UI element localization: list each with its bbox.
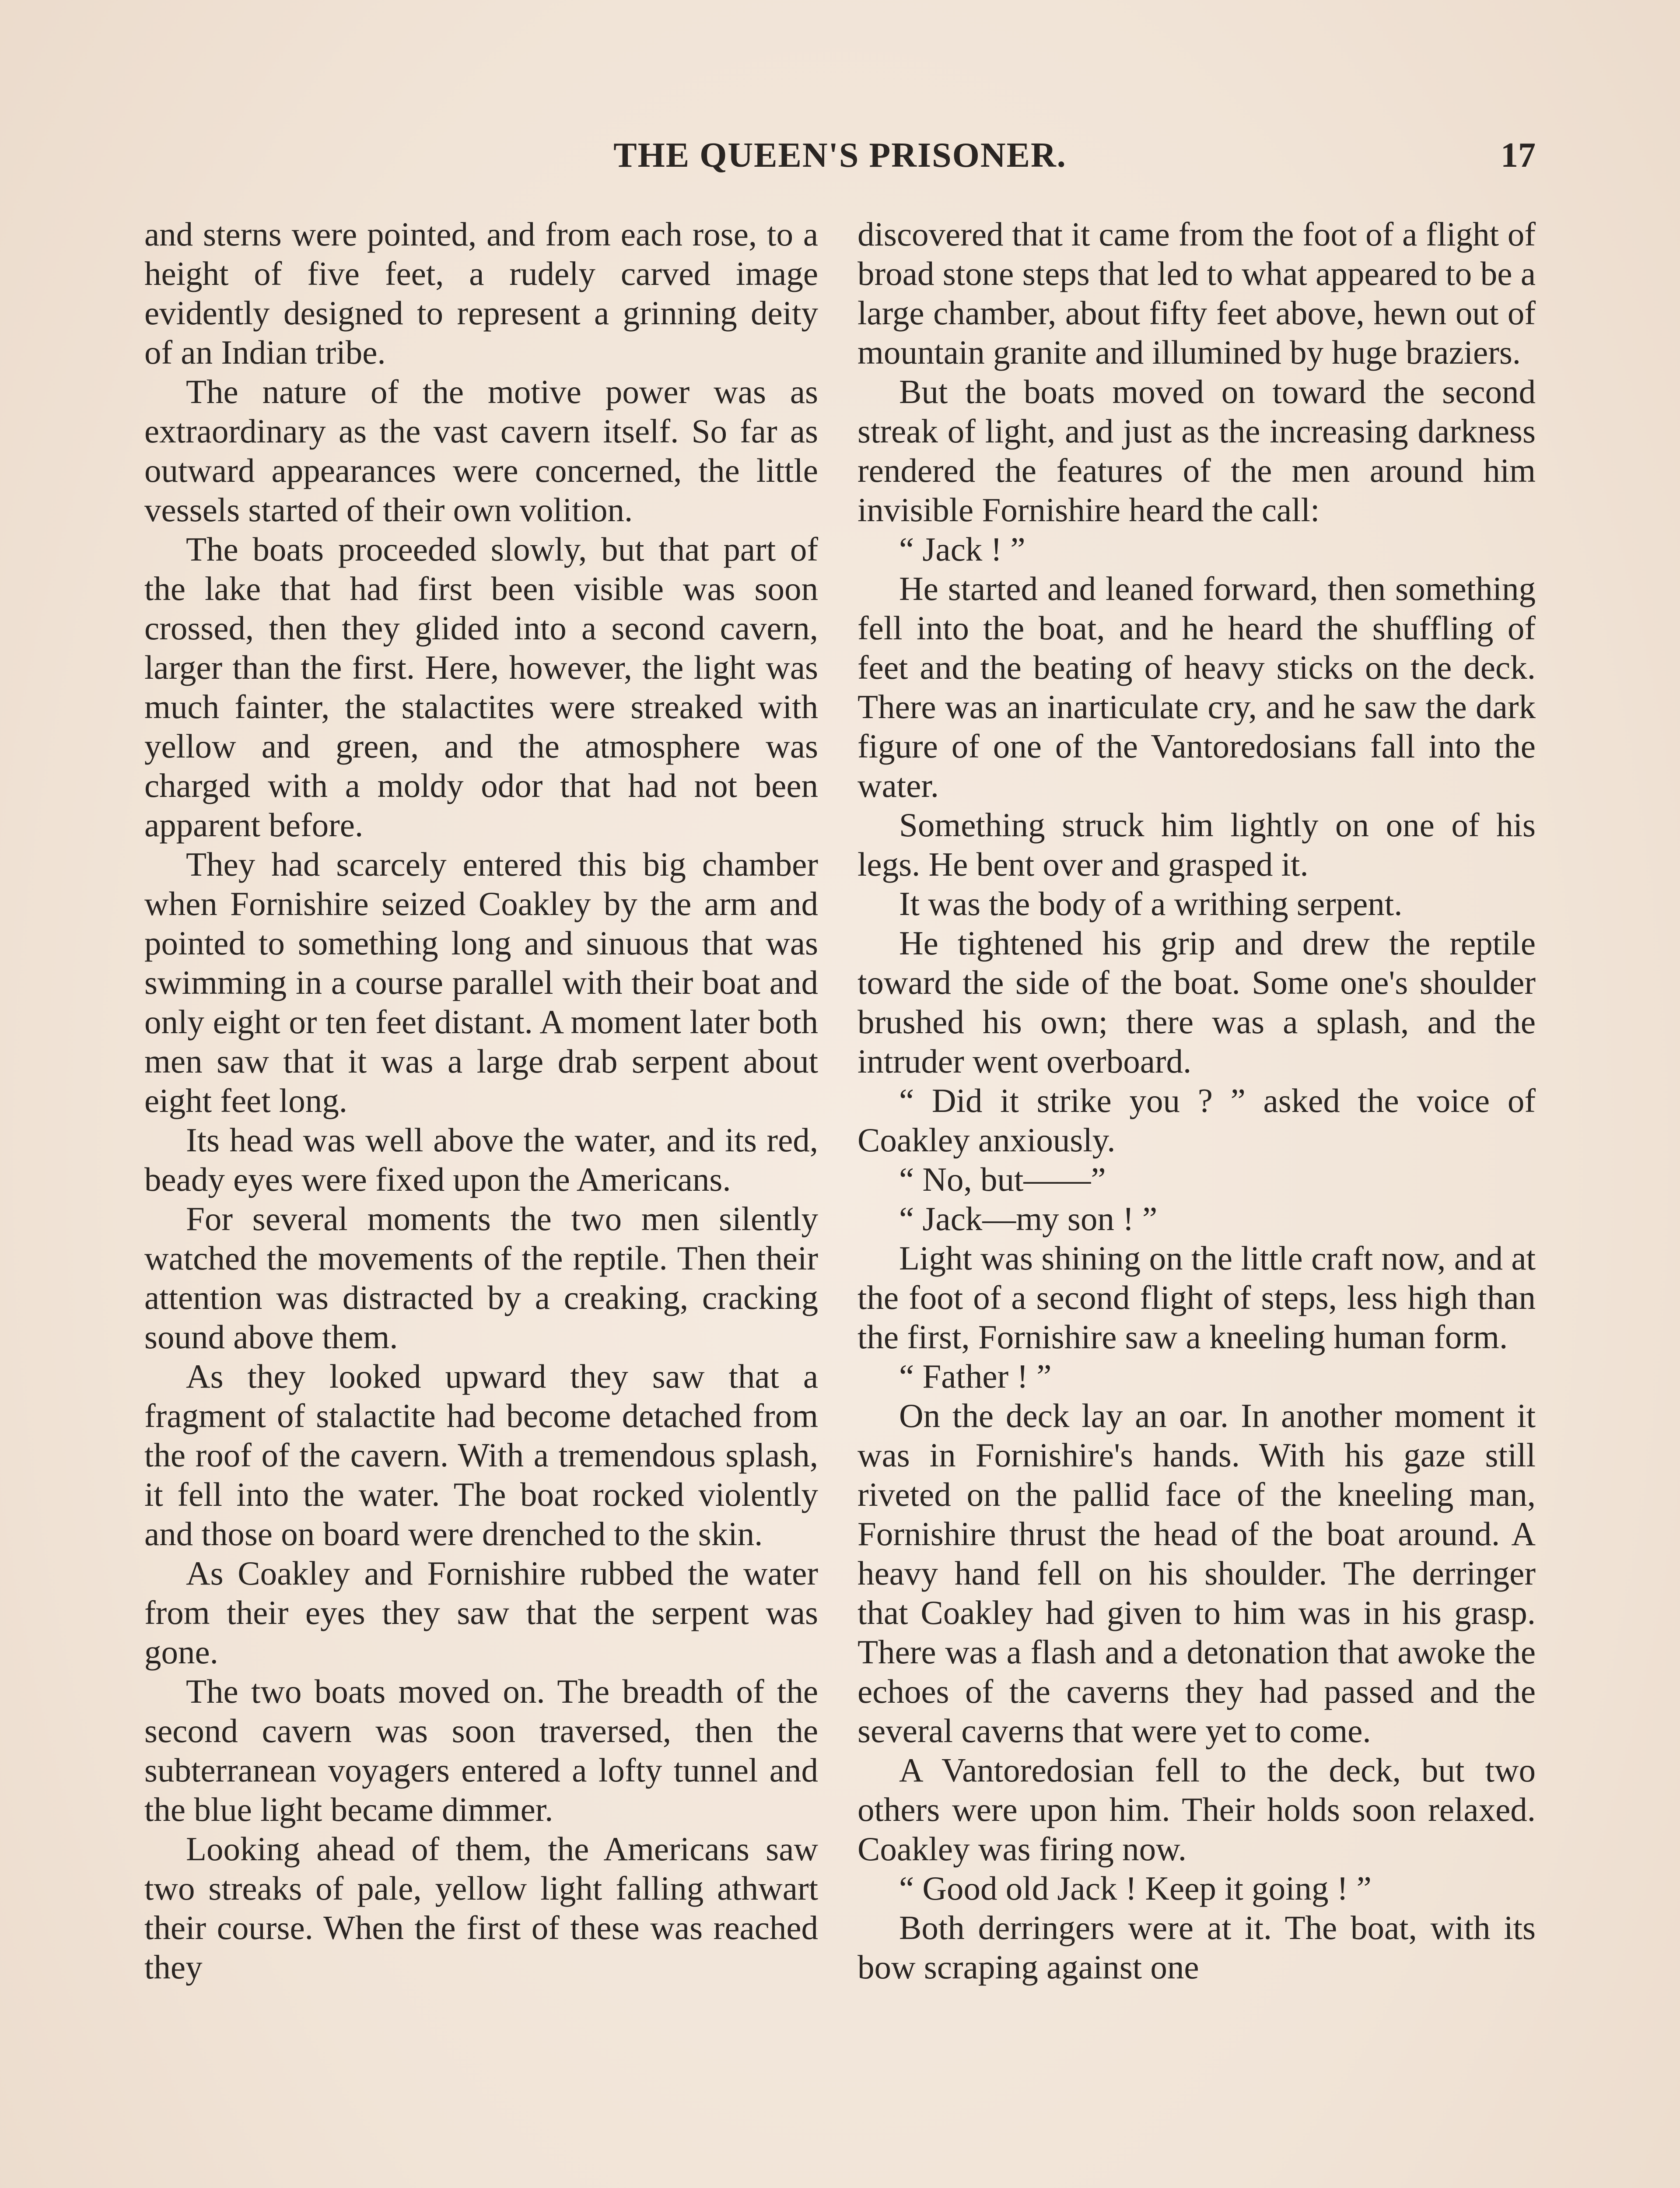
page-number: 17	[1501, 136, 1536, 175]
paragraph: On the deck lay an oar. In another moment it was in Fornishire's hands. With his gaze still riveted on the pallid face of the kneeling man, Fornishire thrust the head of the boat around. A heavy hand fell on his shoulder. The derringer that Coakley had given to him was in his grasp. There was a flash and a detonation that awoke the echoes of the caverns they had passed and the several caverns that were yet to come.	[858, 1397, 1536, 1750]
paragraph: A Vantoredosian fell to the deck, but two others were upon him. Their holds soon relaxed. Coakley was firing now.	[858, 1751, 1536, 1868]
dialogue-line: “ Did it strike you ? ” asked the voice of Coakley anxiously.	[858, 1082, 1536, 1159]
dialogue-line: “ Good old Jack ! Keep it going ! ”	[899, 1869, 1372, 1907]
paragraph: discovered that it came from the foot of a flight of broad stone steps that led to what appeared to be a large chamber, about fifty feet above, hewn out of mountain granite and illumined by huge braziers.	[858, 215, 1536, 371]
running-title: THE QUEEN'S PRISONER.	[613, 136, 1067, 175]
paragraph: The two boats moved on. The breadth of the second cavern was soon traversed, then the subterranean voyagers entered a lofty tunnel and the blue light became dimmer.	[144, 1673, 818, 1828]
paragraph: They had scarcely entered this big chamber when Fornishire seized Coakley by the arm and pointed to something long and sinuous that was swimming in a course parallel with their boat and only eight or ten feet distant. A moment later both men saw that it was a large drab serpent about eight feet long.	[144, 845, 818, 1119]
paragraph: Its head was well above the water, and its red, beady eyes were fixed upon the Americans.	[144, 1121, 818, 1198]
paragraph: Light was shining on the little craft now, and at the foot of a second flight of steps, less high than the first, Fornishire saw a kneeling human form.	[858, 1239, 1536, 1356]
left-column	[144, 214, 818, 1987]
paragraph: But the boats moved on toward the second streak of light, and just as the increasing darkness rendered the features of the men around him invisible Fornishire heard the call:	[858, 373, 1536, 529]
dialogue-line: “ Father ! ”	[899, 1357, 1052, 1395]
paragraph: It was the body of a writhing serpent.	[899, 885, 1403, 922]
paragraph: As Coakley and Fornishire rubbed the water from their eyes they saw that the serpent was gone.	[144, 1554, 818, 1671]
paragraph: For several moments the two men silently watched the movements of the reptile. Then their attention was distracted by a creaking, cracking sound above them.	[144, 1200, 818, 1356]
page-header	[144, 131, 1536, 184]
paragraph: and sterns were pointed, and from each rose, to a height of five feet, a rudely carved image evidently designed to represent a grinning deity of an Indian tribe.	[144, 215, 818, 371]
dialogue-line: “ No, but——”	[899, 1161, 1106, 1198]
paragraph: Something struck him lightly on one of his legs. He bent over and grasped it.	[858, 806, 1536, 883]
paragraph: He started and leaned forward, then something fell into the boat, and he heard the shuffling of feet and the beating of heavy sticks on the deck. There was an inarticulate cry, and he saw the dark figure of one of the Vantoredosians fall into the water.	[858, 570, 1536, 804]
paragraph: He tightened his grip and drew the reptile toward the side of the boat. Some one's shoulder brushed his own; there was a splash, and the intruder went overboard.	[858, 924, 1536, 1080]
dialogue-line: “ Jack ! ”	[899, 530, 1026, 568]
paragraph: As they looked upward they saw that a fragment of stalactite had become detached from the roof of the cavern. With a tremendous splash, it fell into the water. The boat rocked violently and those on board were drenched to the skin.	[144, 1357, 818, 1553]
paragraph: The boats proceeded slowly, but that part of the lake that had first been visible was soon crossed, then they glided into a second cavern, larger than the first. Here, however, the light was much fainter, the stalactites were streaked with yellow and green, and the atmosphere was charged with a moldy odor that had not been apparent before.	[144, 530, 818, 844]
dialogue-line: “ Jack—my son ! ”	[899, 1200, 1158, 1238]
right-column	[858, 214, 1536, 1987]
paragraph: Looking ahead of them, the Americans saw two streaks of pale, yellow light falling athwart their course. When the first of these was reached they	[144, 1830, 818, 1986]
paragraph: The nature of the motive power was as extraordinary as the vast cavern itself. So far as outward appearances were concerned, the little vessels started of their own volition.	[144, 373, 818, 529]
paragraph: Both derringers were at it. The boat, with its bow scraping against one	[858, 1909, 1536, 1986]
